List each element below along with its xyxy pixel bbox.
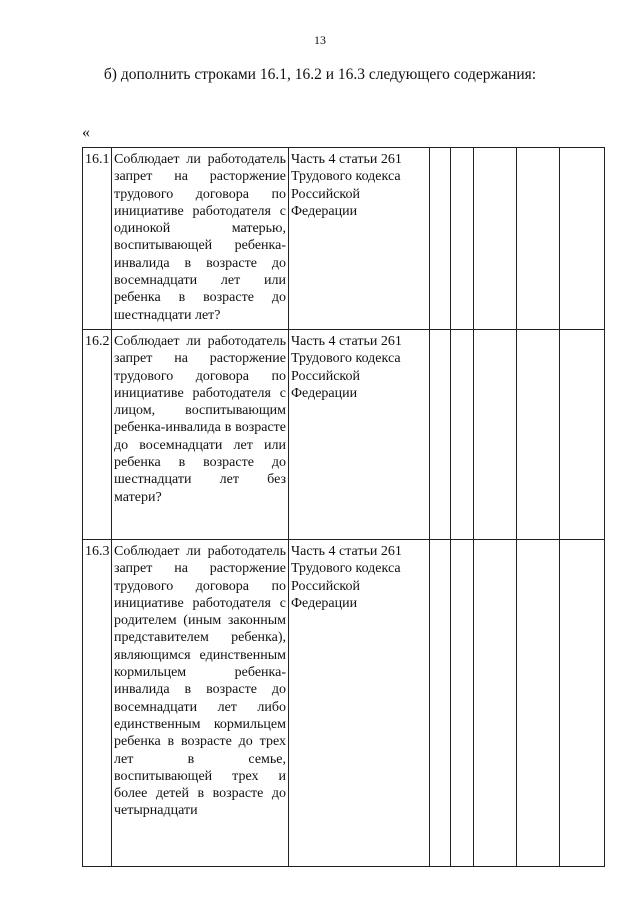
row-number: 16.1 (83, 148, 112, 330)
page-number: 13 (314, 33, 326, 47)
empty-cell (474, 148, 517, 330)
table-row (83, 540, 605, 867)
table-row (83, 330, 605, 540)
empty-cell (451, 330, 474, 540)
row-legal-reference: Часть 4 статьи 261 Трудового кодекса Российской Федерации (289, 540, 430, 867)
empty-cell (517, 148, 560, 330)
empty-cell (451, 148, 474, 330)
intro-paragraph: б) дополнить строками 16.1, 16.2 и 16.3 следующего содержания: (103, 66, 537, 83)
empty-cell (430, 330, 451, 540)
empty-cell (560, 540, 605, 867)
table-row (83, 148, 605, 330)
row-number: 16.3 (83, 540, 112, 867)
row-question: Соблюдает ли работодатель запрет на расторжение трудового договора по инициативе работодателя с родителем (иным законным представителем ребенка), являющимся единственным кормильцем ребенка-инвалида в возрасте до восемнадцати лет либо единственным кормильцем ребенка в возрасте до трех лет в семье, воспитывающей трех и более детей в возрасте до четырнадцати (112, 540, 289, 867)
empty-cell (474, 330, 517, 540)
row-number: 16.2 (83, 330, 112, 540)
empty-cell (517, 540, 560, 867)
empty-cell (560, 148, 605, 330)
row-question: Соблюдает ли работодатель запрет на расторжение трудового договора по инициативе работодателя с лицом, воспитывающим ребенка-инвалида в возрасте до восемнадцати лет или ребенка в возрасте до шестнадцати лет без матери? (112, 330, 289, 540)
row-legal-reference: Часть 4 статьи 261 Трудового кодекса Российской Федерации (289, 148, 430, 330)
empty-cell (451, 540, 474, 867)
row-question: Соблюдает ли работодатель запрет на расторжение трудового договора по инициативе работодателя с одинокой матерью, воспитывающей ребенка-инвалида в возрасте до восемнадцати лет или ребенка в возрасте до шестнадцати лет? (112, 148, 289, 330)
opening-quote-mark: « (82, 124, 90, 141)
empty-cell (474, 540, 517, 867)
empty-cell (517, 330, 560, 540)
row-legal-reference: Часть 4 статьи 261 Трудового кодекса Российской Федерации (289, 330, 430, 540)
empty-cell (430, 540, 451, 867)
checklist-table (82, 147, 605, 867)
empty-cell (430, 148, 451, 330)
empty-cell (560, 330, 605, 540)
